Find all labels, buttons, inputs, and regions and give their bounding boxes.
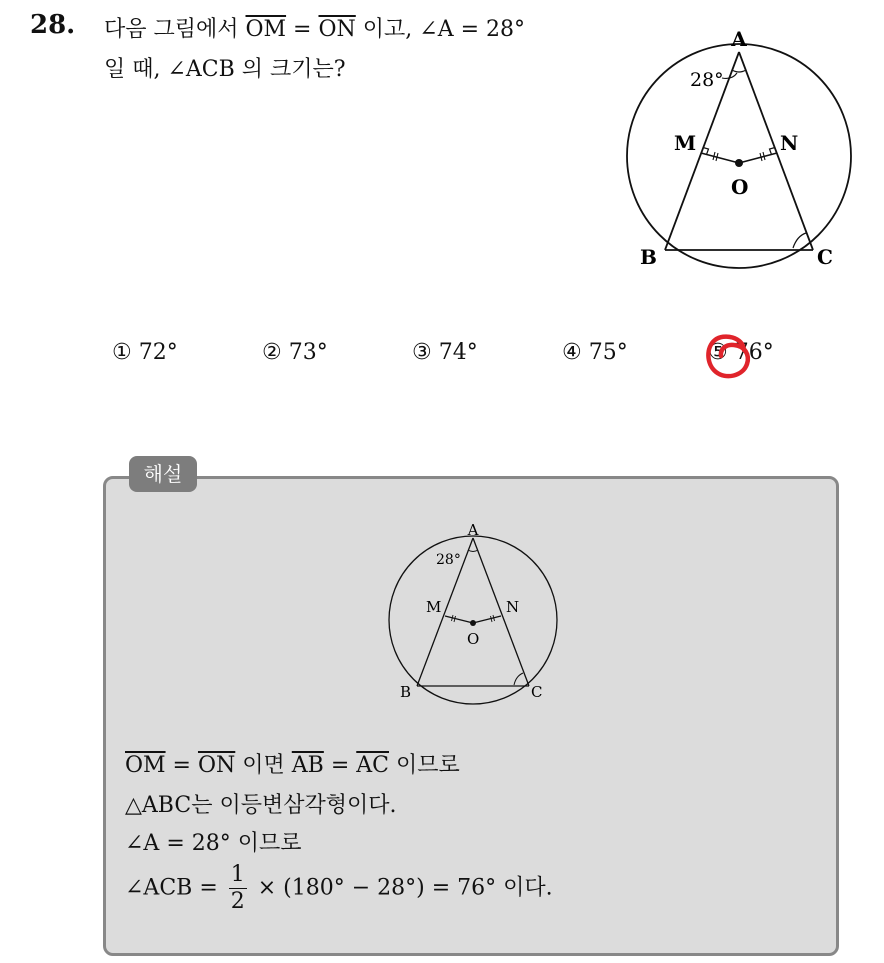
sol-label-n: N (506, 598, 520, 616)
solution-line-3: ∠A = 28° 이므로 (125, 831, 302, 856)
choice-2-mark: ② (262, 340, 282, 365)
sol-angle-arc-c (514, 673, 523, 685)
angle-arc-a (732, 70, 746, 72)
choice-3-value: 74° (438, 340, 478, 365)
sol-label-c: C (531, 683, 543, 701)
sol-angle-arc-a (468, 550, 478, 552)
choice-4-mark: ④ (562, 340, 582, 365)
question-figure (610, 20, 870, 280)
label-angle-28: 28° (690, 69, 724, 91)
choice-2[interactable] (262, 340, 328, 365)
figure-circle (627, 44, 851, 268)
segment-on: $\overline{ON}$ (318, 17, 356, 42)
choice-3-mark: ③ (412, 340, 432, 365)
sol-segment-om (445, 616, 473, 623)
sol-eq-1: = (165, 753, 198, 778)
sol-text-1d: 이면 (235, 753, 292, 778)
equals-sign: = (286, 17, 319, 42)
sol-label-o: O (467, 630, 480, 648)
sol-label-angle-28: 28° (436, 552, 461, 568)
sol-on: $\overline{ON}$ (197, 753, 236, 778)
choice-4[interactable] (562, 340, 628, 365)
sol-segment-ac (473, 538, 529, 686)
solution-line-1 (125, 748, 460, 779)
fraction-numerator: 1 (230, 862, 245, 887)
label-b: B (640, 245, 657, 269)
choice-2-value: 73° (288, 340, 328, 365)
sol-text-4a: ∠ACB = (125, 875, 225, 901)
solution-line-2: △ABC는 이등변삼각형이다. (125, 793, 397, 818)
question-line-1 (104, 12, 525, 43)
fraction-one-half (229, 862, 247, 915)
label-m: M (674, 131, 697, 155)
sol-label-a: A (467, 521, 479, 539)
choice-1[interactable] (112, 340, 178, 365)
solution-tag: 해설 (129, 456, 197, 492)
sol-text-4b: × (180° − 28°) = 76° 이다. (250, 875, 553, 901)
sol-ac: $\overline{AC}$ (356, 753, 389, 778)
angle-arc-c (793, 233, 806, 248)
center-point-o (735, 159, 743, 167)
question-text-1e: 이고, ∠A = 28° (355, 17, 526, 42)
label-c: C (817, 245, 833, 269)
answer-circle-mark (700, 328, 756, 384)
sol-center-point-o (470, 620, 476, 626)
sol-text-1h: 이므로 (389, 753, 460, 778)
sol-segment-on (473, 616, 501, 623)
choice-5-value: 76° (734, 340, 774, 365)
segment-ac (739, 52, 813, 250)
sol-om: $\overline{OM}$ (125, 753, 166, 778)
question-line-2: 일 때, ∠ACB 의 크기는? (104, 57, 346, 82)
sol-label-b: B (400, 683, 412, 701)
choice-5-mark: ⑤ (708, 340, 728, 365)
choice-1-mark: ① (112, 340, 132, 365)
choice-1-value: 72° (138, 340, 178, 365)
question-number: 28. (30, 10, 76, 40)
choice-3[interactable] (412, 340, 478, 365)
fraction-denominator: 2 (230, 889, 245, 914)
choice-4-value: 75° (588, 340, 628, 365)
sol-label-m: M (426, 598, 442, 616)
solution-figure (383, 515, 563, 705)
label-n: N (780, 131, 799, 155)
label-o: O (731, 175, 749, 199)
sol-ab: $\overline{AB}$ (291, 753, 324, 778)
sol-eq-2: = (323, 753, 357, 778)
solution-line-4 (125, 862, 553, 915)
label-a: A (731, 27, 747, 51)
question-text-1a: 다음 그림에서 (104, 17, 246, 42)
segment-om: $\overline{OM}$ (245, 17, 287, 42)
